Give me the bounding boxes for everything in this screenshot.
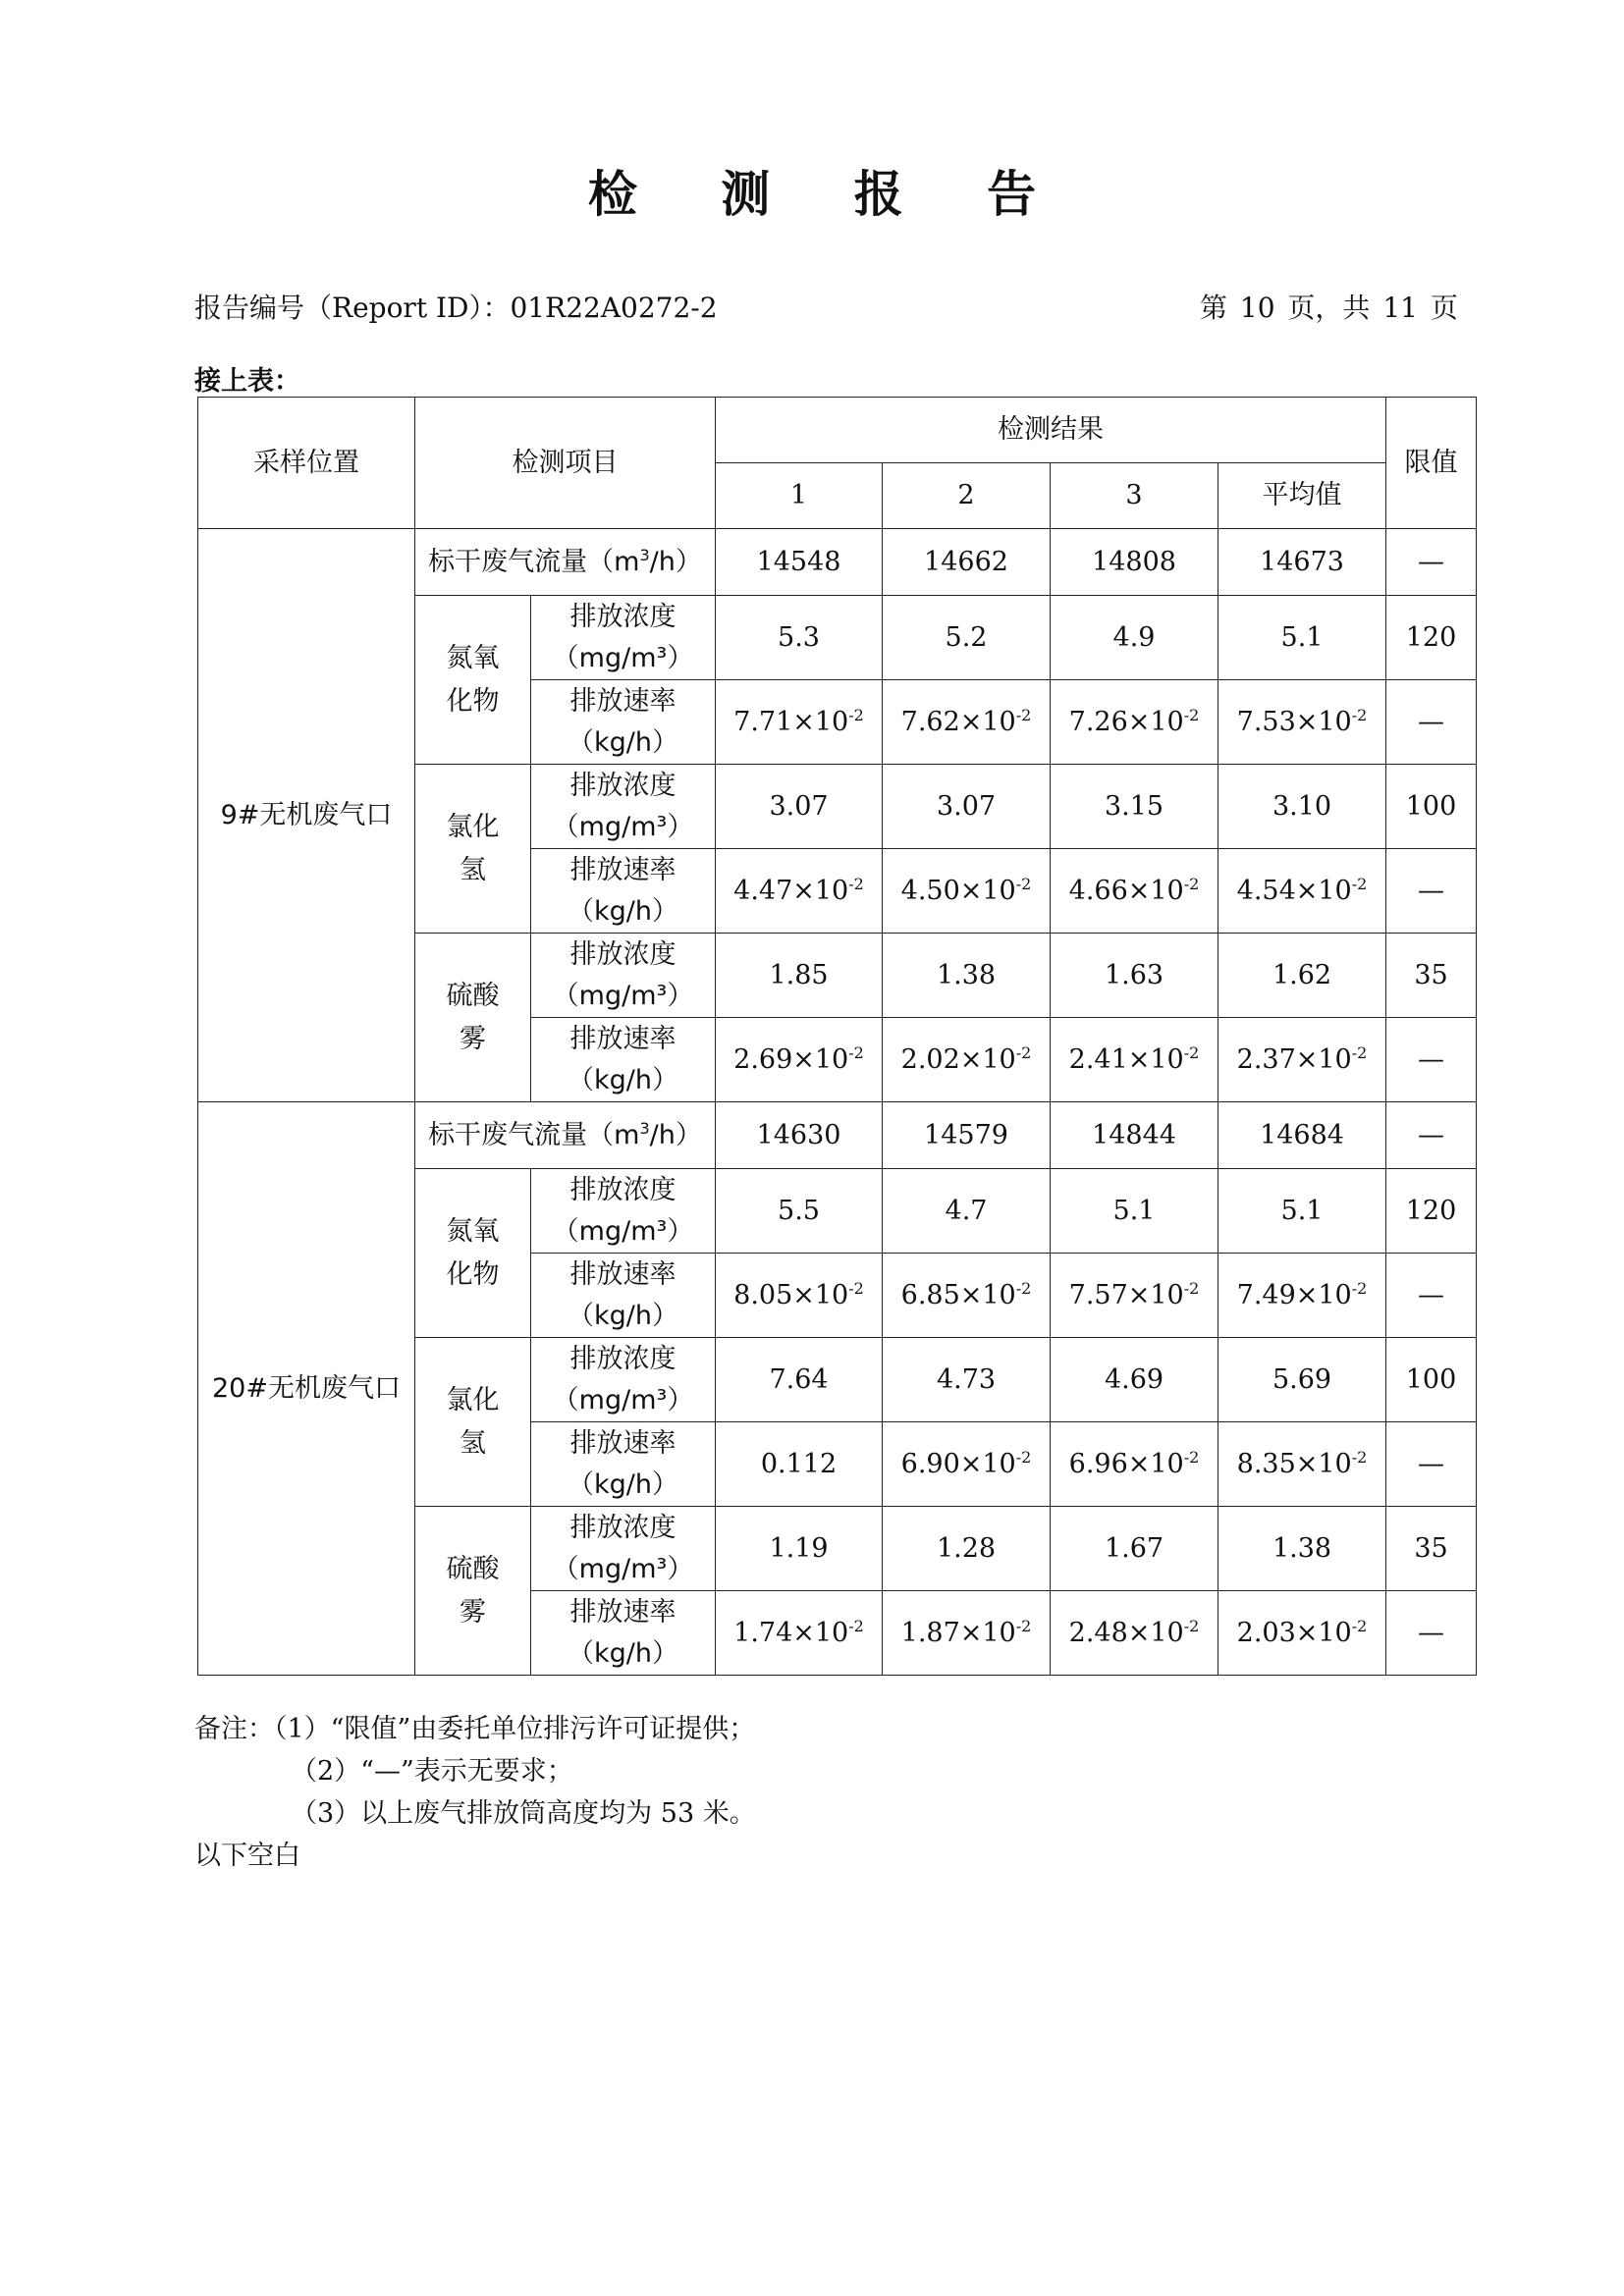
header-location: 采样位置 — [198, 398, 415, 529]
value-cell: 1.67 — [1051, 1507, 1218, 1591]
value-cell: 14844 — [1051, 1102, 1218, 1169]
report-title: 检 测 报 告 — [587, 166, 1070, 223]
value-cell: 1.38 — [883, 934, 1051, 1018]
parameter-label — [531, 1591, 716, 1676]
flow-label-text: 标干废气流量（m — [428, 546, 640, 577]
value-cell: 3.10 — [1218, 765, 1386, 849]
value-cell: $2.48\times 10^{-2}$ — [1051, 1591, 1218, 1676]
pollutant-name — [415, 596, 531, 765]
parameter-unit: （mg/m³） — [552, 1384, 694, 1415]
value-cell: 1.28 — [883, 1507, 1051, 1591]
results-table — [197, 397, 1477, 1676]
value-cell: 14630 — [716, 1102, 883, 1169]
parameter-name: 排放浓度 — [569, 601, 677, 632]
continued-label: 接上表： — [194, 366, 300, 397]
parameter-unit: （kg/h） — [568, 1064, 678, 1095]
page-info: 第 10 页，共 11 页 — [1200, 292, 1458, 324]
value-cell: 14673 — [1218, 529, 1386, 596]
value-cell: 1.63 — [1051, 934, 1218, 1018]
value-cell: 14579 — [883, 1102, 1051, 1169]
limit-cell: — — [1386, 680, 1477, 765]
value-cell: 1.38 — [1218, 1507, 1386, 1591]
value-cell: 5.3 — [716, 596, 883, 680]
value-cell: $1.87\times 10^{-2}$ — [883, 1591, 1051, 1676]
pollutant-name — [415, 1338, 531, 1507]
flow-unit-tail: /h） — [649, 1119, 702, 1150]
parameter-label — [531, 849, 716, 934]
parameter-name: 排放速率 — [569, 1023, 677, 1054]
pollutant-name-text: 氮氧化物 — [446, 643, 500, 717]
header-run-2: 2 — [883, 463, 1051, 529]
limit-cell: 35 — [1386, 1507, 1477, 1591]
parameter-name: 排放速率 — [569, 1596, 677, 1628]
value-cell: 14808 — [1051, 529, 1218, 596]
limit-cell: 100 — [1386, 1338, 1477, 1422]
value-cell: $6.90\times 10^{-2}$ — [883, 1422, 1051, 1507]
pollutant-name — [415, 934, 531, 1102]
header-results: 检测结果 — [716, 398, 1386, 463]
value-cell: 5.69 — [1218, 1338, 1386, 1422]
parameter-unit: （kg/h） — [568, 726, 678, 758]
limit-cell: 120 — [1386, 1169, 1477, 1254]
value-cell: $4.50\times 10^{-2}$ — [883, 849, 1051, 934]
value-cell: $4.66\times 10^{-2}$ — [1051, 849, 1218, 934]
value-cell: $8.05\times 10^{-2}$ — [716, 1254, 883, 1338]
value-cell: $6.96\times 10^{-2}$ — [1051, 1422, 1218, 1507]
pollutant-name — [415, 765, 531, 934]
flow-unit-sup: 3 — [639, 1118, 650, 1138]
parameter-name: 排放浓度 — [569, 1174, 677, 1205]
value-cell: 3.15 — [1051, 765, 1218, 849]
parameter-unit: （mg/m³） — [552, 811, 694, 842]
pollutant-name — [415, 1507, 531, 1676]
table-row — [198, 1102, 1477, 1169]
value-cell: $4.54\times 10^{-2}$ — [1218, 849, 1386, 934]
value-cell: $7.57\times 10^{-2}$ — [1051, 1254, 1218, 1338]
value-cell: $8.35\times 10^{-2}$ — [1218, 1422, 1386, 1507]
value-cell: $2.03\times 10^{-2}$ — [1218, 1591, 1386, 1676]
flow-label — [415, 1102, 716, 1169]
value-cell: 1.19 — [716, 1507, 883, 1591]
parameter-name: 排放速率 — [569, 1427, 677, 1459]
flow-label-text: 标干废气流量（m — [428, 1119, 640, 1150]
report-id: 报告编号（Report ID）：01R22A0272-2 — [194, 292, 718, 324]
limit-cell: 100 — [1386, 765, 1477, 849]
pollutant-name-text: 硫酸雾 — [446, 1554, 500, 1628]
parameter-unit: （kg/h） — [568, 1637, 678, 1669]
value-cell: 5.1 — [1051, 1169, 1218, 1254]
value-cell: 14548 — [716, 529, 883, 596]
limit-cell: — — [1386, 1018, 1477, 1102]
value-cell: 4.7 — [883, 1169, 1051, 1254]
header-run-1: 1 — [716, 463, 883, 529]
value-cell: 7.64 — [716, 1338, 883, 1422]
notes-label: 备注： — [194, 1714, 274, 1744]
flow-unit-tail: /h） — [649, 546, 702, 577]
parameter-label — [531, 934, 716, 1018]
sampling-location: 9#无机废气口 — [198, 529, 415, 1102]
value-cell: 1.85 — [716, 934, 883, 1018]
pollutant-name — [415, 1169, 531, 1338]
parameter-label — [531, 1018, 716, 1102]
parameter-name: 排放浓度 — [569, 938, 677, 970]
value-cell: 3.07 — [883, 765, 1051, 849]
flow-label — [415, 529, 716, 596]
value-cell: 0.112 — [716, 1422, 883, 1507]
note-3: （3）以上废气排放筒高度均为 53 米。 — [291, 1798, 756, 1829]
value-cell: $7.26\times 10^{-2}$ — [1051, 680, 1218, 765]
parameter-unit: （mg/m³） — [552, 642, 694, 673]
limit-cell: — — [1386, 1254, 1477, 1338]
parameter-unit: （kg/h） — [568, 1300, 678, 1331]
parameter-label — [531, 1422, 716, 1507]
parameter-unit: （mg/m³） — [552, 1553, 694, 1584]
parameter-unit: （kg/h） — [568, 1468, 678, 1500]
header-average: 平均值 — [1218, 463, 1386, 529]
value-cell: $1.74\times 10^{-2}$ — [716, 1591, 883, 1676]
value-cell: 1.62 — [1218, 934, 1386, 1018]
value-cell: $2.02\times 10^{-2}$ — [883, 1018, 1051, 1102]
value-cell: $7.49\times 10^{-2}$ — [1218, 1254, 1386, 1338]
parameter-label — [531, 596, 716, 680]
notes — [194, 1708, 756, 1835]
parameter-name: 排放浓度 — [569, 1512, 677, 1543]
value-cell: $2.41\times 10^{-2}$ — [1051, 1018, 1218, 1102]
parameter-name: 排放浓度 — [569, 1343, 677, 1374]
parameter-label — [531, 765, 716, 849]
value-cell: 5.2 — [883, 596, 1051, 680]
sampling-location: 20#无机废气口 — [198, 1102, 415, 1676]
parameter-label — [531, 680, 716, 765]
parameter-unit: （mg/m³） — [552, 1215, 694, 1247]
parameter-name: 排放速率 — [569, 1258, 677, 1290]
limit-cell: — — [1386, 1591, 1477, 1676]
parameter-name: 排放速率 — [569, 685, 677, 717]
value-cell: $7.53\times 10^{-2}$ — [1218, 680, 1386, 765]
parameter-unit: （kg/h） — [568, 895, 678, 927]
parameter-label — [531, 1169, 716, 1254]
note-1: （1）“限值”由委托单位排污许可证提供； — [274, 1714, 756, 1744]
header-item: 检测项目 — [415, 398, 716, 529]
pollutant-name-text: 硫酸雾 — [446, 981, 500, 1054]
parameter-unit: （mg/m³） — [552, 980, 694, 1011]
pollutant-name-text: 氮氧化物 — [446, 1216, 500, 1290]
limit-cell: 120 — [1386, 596, 1477, 680]
note-2: （2）“—”表示无要求； — [291, 1756, 573, 1787]
pollutant-name-text: 氯化氢 — [446, 1385, 500, 1459]
limit-cell: 35 — [1386, 934, 1477, 1018]
limit-cell: — — [1386, 529, 1477, 596]
flow-unit-sup: 3 — [639, 545, 650, 564]
value-cell: 5.1 — [1218, 596, 1386, 680]
value-cell: 14684 — [1218, 1102, 1386, 1169]
value-cell: $7.62\times 10^{-2}$ — [883, 680, 1051, 765]
header-run-3: 3 — [1051, 463, 1218, 529]
limit-cell: — — [1386, 1102, 1477, 1169]
value-cell: $4.47\times 10^{-2}$ — [716, 849, 883, 934]
parameter-label — [531, 1254, 716, 1338]
value-cell: 4.73 — [883, 1338, 1051, 1422]
value-cell: 4.9 — [1051, 596, 1218, 680]
header-limit: 限值 — [1386, 398, 1477, 529]
value-cell: 4.69 — [1051, 1338, 1218, 1422]
pollutant-name-text: 氯化氢 — [446, 812, 500, 885]
value-cell: 14662 — [883, 529, 1051, 596]
value-cell: 5.1 — [1218, 1169, 1386, 1254]
limit-cell: — — [1386, 849, 1477, 934]
value-cell: $2.37\times 10^{-2}$ — [1218, 1018, 1386, 1102]
table-row — [198, 529, 1477, 596]
limit-cell: — — [1386, 1422, 1477, 1507]
parameter-label — [531, 1507, 716, 1591]
parameter-name: 排放浓度 — [569, 770, 677, 801]
blank-below: 以下空白 — [194, 1841, 300, 1871]
parameter-label — [531, 1338, 716, 1422]
value-cell: 3.07 — [716, 765, 883, 849]
value-cell: $6.85\times 10^{-2}$ — [883, 1254, 1051, 1338]
value-cell: 5.5 — [716, 1169, 883, 1254]
parameter-name: 排放速率 — [569, 854, 677, 885]
value-cell: $7.71\times 10^{-2}$ — [716, 680, 883, 765]
value-cell: $2.69\times 10^{-2}$ — [716, 1018, 883, 1102]
